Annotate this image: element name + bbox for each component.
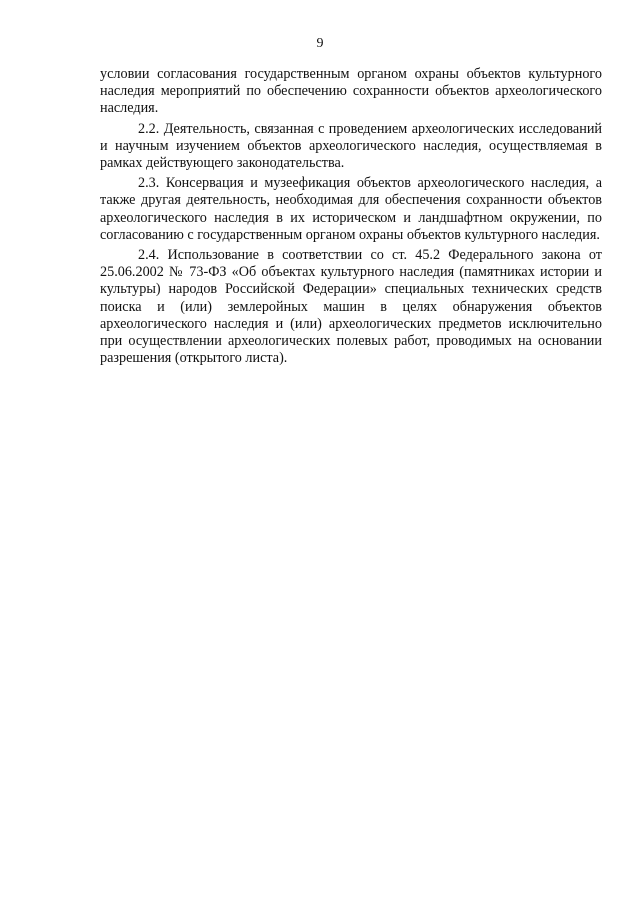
paragraph-2-4: 2.4. Использование в соответствии со ст. 45.2 Федерального закона от 25.06.2002 № 73-ФЗ «Об объектах культурного наследия (памятниках истории и культуры) народов Российской Федерации» специальных технических средств поиска и (или) землеройных машин в целях обнаружения объектов археологического наследия и (или) археологических предметов исключительно при осуществлении археологических полевых работ, проводимых на основании разрешения (открытого листа). — [100, 247, 602, 367]
document-body — [100, 66, 602, 367]
page-number: 9 — [316, 36, 324, 51]
paragraph-2-2: 2.2. Деятельность, связанная с проведением археологических исследований и научным изучением объектов археологического наследия, осуществляемая в рамках действующего законодательства. — [100, 120, 602, 172]
paragraph-2-3: 2.3. Консервация и музеефикация объектов археологического наследия, а также другая деятельность, необходимая для обеспечения сохранности объектов археологического наследия в их историческом и ландшафтном окружении, по согласованию с государственным органом охраны объектов культурного наследия. — [100, 175, 602, 243]
paragraph-continuation: условии согласования государственным органом охраны объектов культурного наследия мероприятий по обеспечению сохранности объектов археологического наследия. — [100, 66, 602, 117]
